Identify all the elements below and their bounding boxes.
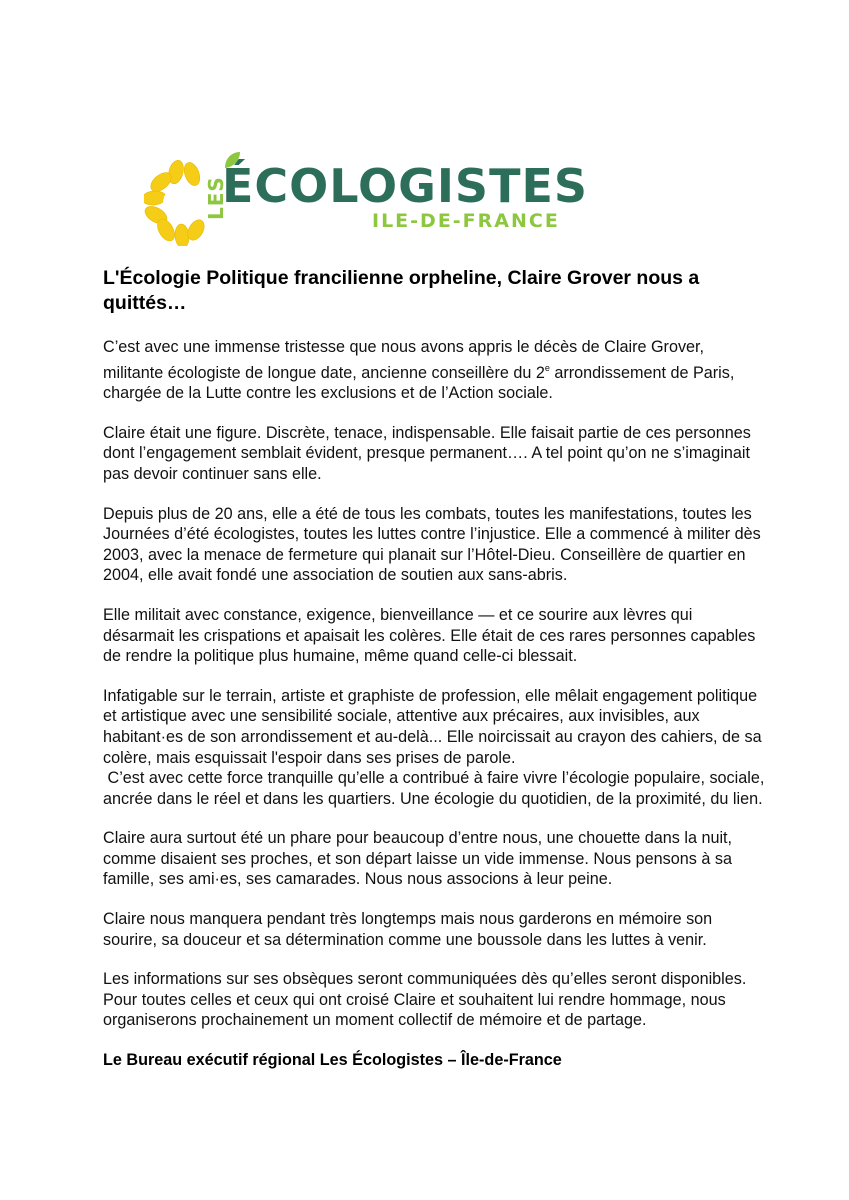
paragraph-8: [103, 969, 751, 1031]
text-line: Elle militait avec constance, exigence, bienveillance — et ce sourire aux lèvres qui: [103, 605, 693, 624]
text-line: Infatigable sur le terrain, artiste et graphiste de profession, elle mêlait engagement politique: [103, 686, 758, 705]
text-line: dont l’engagement semblait évident, presque permanent…. A tel point qu’on ne s’imaginait: [103, 444, 751, 463]
signature: Le Bureau exécutif régional Les Écologistes – Île-de-France: [103, 1051, 562, 1070]
text-line: organiserons prochainement un moment collectif de mémoire et de partage.: [103, 1011, 647, 1030]
text-line: C’est avec une immense tristesse que nous avons appris le décès de Claire Grover,: [103, 338, 705, 356]
text-line: sourire, sa douceur et sa détermination comme une boussole dans les luttes à venir.: [103, 930, 707, 949]
text-line: ancrée dans le réel et dans les quartiers. Une écologie du quotidien, de la proximité, du lien.: [103, 789, 763, 808]
text-line: Depuis plus de 20 ans, elle a été de tous les combats, toutes les manifestations, toutes les: [103, 504, 752, 523]
text-line: comme disaient ses proches, et son départ laisse un vide immense. Nous pensons à sa: [103, 849, 732, 868]
text-line: 2004, elle avait fondé une association de soutien aux sans-abris.: [103, 566, 568, 585]
text-line: habitant·es de son arrondissement et au-delà... Elle noircissait au crayon des cahiers, de sa: [103, 727, 762, 746]
text-line: Claire aura surtout été un phare pour beaucoup d’entre nous, une chouette dans la nuit,: [103, 829, 733, 848]
text-line: C’est avec cette force tranquille qu’elle a contribué à faire vivre l’écologie populaire, sociale,: [103, 769, 765, 788]
text-line: pas devoir continuer sans elle.: [103, 464, 322, 483]
text-line: 2003, avec la menace de fermeture qui planait sur l’Hôtel-Dieu. Conseillère de quartier en: [103, 545, 746, 564]
paragraph-1: [103, 337, 751, 404]
text-line: militante écologiste de longue date, ancienne conseillère du 2e arrondissement de Paris,: [103, 362, 735, 382]
text-line: Claire nous manquera pendant très longtemps mais nous garderons en mémoire son: [103, 910, 713, 929]
paragraph-2: [103, 423, 751, 485]
logo-region: ILE-DE-FRANCE: [372, 210, 560, 232]
text-line: famille, ses ami·es, ses camarades. Nous nous associons à leur peine.: [103, 870, 613, 889]
les-ecologistes-logo: [144, 150, 588, 250]
logo-prefix: LES: [204, 176, 228, 220]
text-line: Les informations sur ses obsèques seront communiquées dès qu’elles seront disponibles.: [103, 970, 747, 989]
paragraph-5: [103, 686, 765, 810]
text-line: de rendre la politique plus humaine, même quand celle-ci blessait.: [103, 647, 578, 666]
paragraph-3: [103, 504, 761, 586]
text-line: colère, mais esquissait l'espoir dans ses prises de parole.: [103, 748, 516, 767]
text-line: et artistique avec une sensibilité sociale, attentive aux précaires, aux invisibles, aux: [103, 707, 700, 726]
text-line: désarmait les crispations et apaisait les colères. Elle était de ces rares personnes capables: [103, 626, 756, 645]
article-body: [103, 266, 765, 1071]
paragraph-7: [103, 909, 751, 950]
text-line: Journées d’été écologistes, toutes les luttes contre l’injustice. Elle a commencé à militer dès: [103, 525, 761, 544]
logo-brand: ÉCOLOGISTES: [222, 159, 588, 213]
text-line: Pour toutes celles et ceux qui ont croisé Claire et souhaitent lui rendre hommage, nous: [103, 990, 726, 1009]
text-line: Claire était une figure. Discrète, tenace, indispensable. Elle faisait partie de ces personnes: [103, 423, 751, 442]
text-line: chargée de la Lutte contre les exclusions et de l’Action sociale.: [103, 384, 553, 403]
article-title: L'Écologie Politique francilienne orpheline, Claire Grover nous a quittés…: [103, 267, 700, 314]
superscript: e: [544, 362, 550, 373]
paragraph-4: [103, 605, 756, 667]
paragraph-6: [103, 828, 751, 890]
